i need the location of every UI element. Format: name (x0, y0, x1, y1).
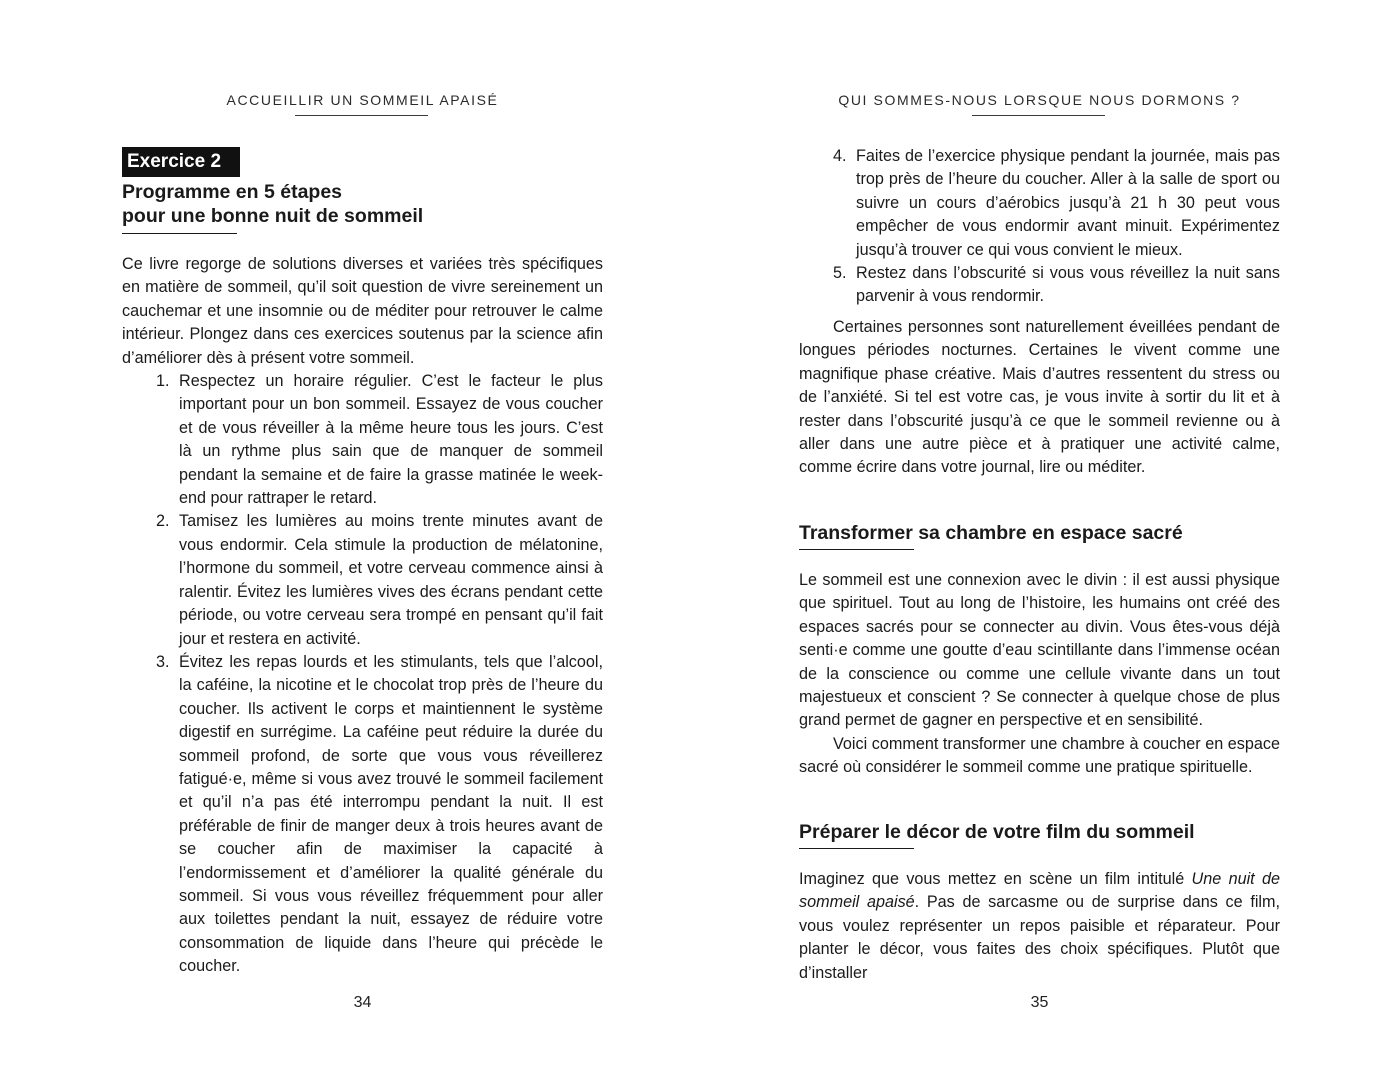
heading-underline (799, 549, 914, 550)
paragraph (799, 868, 1280, 985)
steps-list (799, 145, 1280, 309)
sacred-space-section (799, 569, 1280, 780)
section-heading: Transformer sa chambre en espace sacré (799, 522, 1183, 544)
text-run: . Pas de sarcasme ou de surprise dans ce film, vous voulez représenter un repos paisible et réparateur. Pour planter le décor, vous faites des choix spécifiques. Plutôt que d’installer (799, 893, 1280, 982)
list-item (122, 510, 603, 650)
running-head-rule (295, 115, 428, 116)
night-waking-section (799, 316, 1280, 480)
book-title-italic: Une nuit de sommeil apaisé (799, 870, 1280, 912)
running-head-left: ACCUEILLIR UN SOMMEIL APAISÉ (226, 92, 499, 108)
right-page (799, 0, 1280, 1075)
left-page (122, 0, 603, 1075)
paragraph: Le sommeil est une connexion avec le divin : il est aussi physique que spirituel. Tout au long de l’histoire, les humains ont créé des espaces sacrés pour se connecter au divin. Vous êtes-vous déjà senti·e comme une goutte d’eau scintillante dans l’immense océan de la conscience ou comme une cellule vivante dans un tout majestueux et conscient ? Se connecter à quelque chose de plus grand permet de gagner en perspective et en sensibilité. (799, 571, 1280, 730)
running-head-right: QUI SOMMES-NOUS LORSQUE NOUS DORMONS ? (838, 92, 1241, 108)
running-head-rule (972, 115, 1105, 116)
exercise-title (122, 180, 603, 234)
intro-paragraph: Ce livre regorge de solutions diverses et variées très spécifiques en matière de sommeil, qu’il soit question de vivre sereinement un cauchemar et une insomnie ou de méditer pour retrouver le calme intérieur. Plongez dans ces exercices soutenus par la science afin d’améliorer dès à présent votre sommeil. (122, 255, 603, 367)
left-body (122, 253, 603, 979)
exercise-title-line2: pour une bonne nuit de sommeil (122, 205, 424, 227)
paragraph: Certaines personnes sont naturellement éveillées pendant de longues périodes nocturnes. Certaines le vivent comme une magnifique phase créative. Mais d’autres ressentent du stress ou de l’anxiété. Si tel est votre cas, je vous invite à sortir du lit et à rester dans l’obscurité jusqu’à ce que le sommeil revienne ou à aller dans une autre pièce et à pratiquer une activité calme, comme écrire dans votre journal, lire ou méditer. (799, 318, 1280, 477)
step-number: 4. (833, 147, 847, 165)
list-item (799, 262, 1280, 309)
paragraph: Voici comment transformer une chambre à coucher en espace sacré où considérer le sommeil comme une pratique spirituelle. (799, 734, 1280, 777)
step-number: 3. (156, 652, 170, 671)
text-run: Imaginez que vous mettez en scène un film intitulé (799, 870, 1192, 888)
step-number: 5. (833, 264, 847, 283)
steps-list (122, 370, 603, 979)
section-heading: Préparer le décor de votre film du sommeil (799, 821, 1195, 843)
step-text: Tamisez les lumières au moins trente minutes avant de vous endormir. Cela stimule la production de mélatonine, l’hormone du sommeil, et votre cerveau commence ainsi à ralentir. Évitez les lumières vives des écrans pendant cette période, ou votre cerveau sera trompé en pensant qu’il fait jour et restera en activité. (179, 512, 603, 648)
page-number-left: 34 (353, 994, 372, 1011)
film-decor-section (799, 868, 1280, 985)
title-underline (122, 233, 237, 234)
step-number: 2. (156, 512, 170, 531)
step-number: 1. (156, 372, 170, 391)
list-item (122, 651, 603, 979)
list-item (122, 370, 603, 510)
step-text: Évitez les repas lourds et les stimulants, tels que l’alcool, la caféine, la nicotine et le chocolat trop près de l’heure du coucher. Ils activent le corps et maintiennent le système digestif en surrégime. La caféine peut réduire la durée du sommeil profond, de sorte que vous vous réveillerez fatigué·e, même si vous avez trouvé le sommeil facilement et qu’il n’a pas été interrompu pendant la nuit. Il est préférable de finir de manger deux à trois heures avant de se coucher afin de maximiser la capacité à l’endormissement et d’améliorer la qualité générale du sommeil. Si vous vous réveillez fréquemment pour aller aux toilettes pendant la nuit, essayez de réduire votre consommation de liquide dans l’heure qui précède le coucher. (179, 652, 603, 976)
exercise-title-line1: Programme en 5 étapes (122, 181, 343, 203)
step-text: Respectez un horaire régulier. C’est le facteur le plus important pour un bon sommeil. Essayez de vous coucher et de vous réveiller à la même heure tous les jours. C’est là un rythme plus sain que de manquer de sommeil pendant la semaine et de faire la grasse matinée le week-end pour rattraper le retard. (179, 372, 603, 508)
step-text: Restez dans l’obscurité si vous vous réveillez la nuit sans parvenir à vous rendormir. (856, 264, 1280, 306)
list-item (799, 145, 1280, 262)
page-number-right: 35 (1030, 994, 1049, 1011)
exercise-badge: Exercice 2 (122, 147, 240, 177)
step-text: Faites de l’exercice physique pendant la journée, mais pas trop près de l’heure du coucher. Aller à la salle de sport ou suivre un cours d’aérobics jusqu’à 21 h 30 peut vous empêcher de vous endormir avant minuit. Expérimentez jusqu’à trouver ce qui vous convient le mieux. (856, 147, 1280, 259)
steps-continued (799, 145, 1280, 309)
heading-underline (799, 848, 914, 849)
